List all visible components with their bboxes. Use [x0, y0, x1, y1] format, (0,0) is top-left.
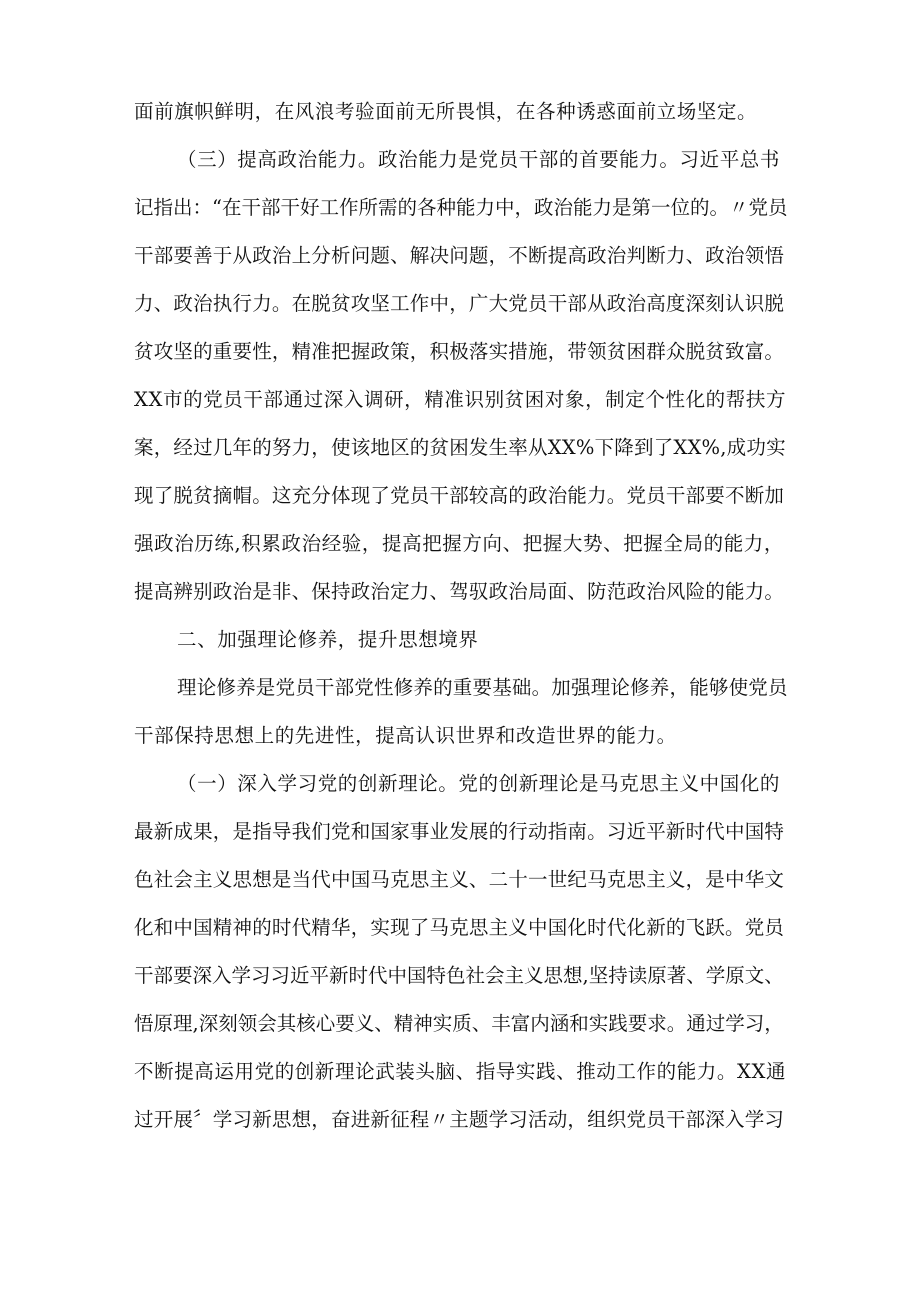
text-line: 力、政治执行力。在脱贫攻坚工作中，广大党员干部从政治高度深刻认识脱 [134, 292, 785, 315]
text-line: 最新成果，是指导我们党和国家事业发展的行动指南。习近平新时代中国特 [134, 820, 785, 843]
text-line: 不断提高运用党的创新理论武装头脑、指导实践、推动工作的能力。XX通 [134, 1060, 787, 1083]
text-line: 提高辨别政治是非、保持政治定力、驾驭政治局面、防范政治风险的能力。 [134, 580, 785, 603]
text-line: （一）深入学习党的创新理论。党的创新理论是马克思主义中国化的 [177, 772, 781, 795]
text-line: 悟原理,深刻领会其核心要义、精神实质、丰富内涵和实践要求。通过学习， [134, 1012, 784, 1035]
text-line: 过开展〞学习新思想，奋进新征程〃主题学习活动，组织党员干部深入学习 [134, 1108, 785, 1131]
text-line: 理论修养是党员干部党性修养的重要基础。加强理论修养，能够使党员 [177, 676, 788, 699]
text-line: 色社会主义思想是当代中国马克思主义、二十一世纪马克思主义，是中华文 [134, 868, 785, 891]
text-line: 贫攻坚的重要性，精准把握政策，积极落实措施，带领贫困群众脱贫致富。 [134, 340, 785, 363]
text-line: 干部要深入学习习近平新时代中国特色社会主义思想,坚持读原著、学原文、 [134, 964, 784, 987]
text-line: 干部保持思想上的先进性，提高认识世界和改造世界的能力。 [134, 724, 677, 747]
text-line: XX市的党员干部通过深入调研，精准识别贫困对象，制定个性化的帮扶方 [134, 388, 787, 411]
text-line: （三）提高政治能力。政治能力是党员干部的首要能力。习近平总书 [177, 148, 781, 171]
text-line: 强政治历练,积累政治经验，提高把握方向、把握大势、把握全局的能力， [134, 532, 784, 555]
text-line: 现了脱贫摘帽。这充分体现了党员干部较高的政治能力。党员干部要不断加 [134, 484, 785, 507]
section-heading: 二、加强理论修养，提升思想境界 [177, 628, 479, 651]
text-line: 案，经过几年的努力，使该地区的贫困发生率从XX%下降到了XX%,成功实 [134, 436, 786, 459]
text-line: 记指出：“在干部干好工作所需的各种能力中，政治能力是第一位的。〃党员 [134, 196, 788, 219]
text-line: 面前旗帜鲜明，在风浪考验面前无所畏惧，在各种诱惑面前立场坚定。 [134, 100, 758, 123]
text-line: 化和中国精神的时代精华，实现了马克思主义中国化时代化新的飞跃。党员 [134, 916, 785, 939]
text-line: 干部要善于从政治上分析问题、解决问题，不断提高政治判断力、政治领悟 [134, 244, 785, 267]
